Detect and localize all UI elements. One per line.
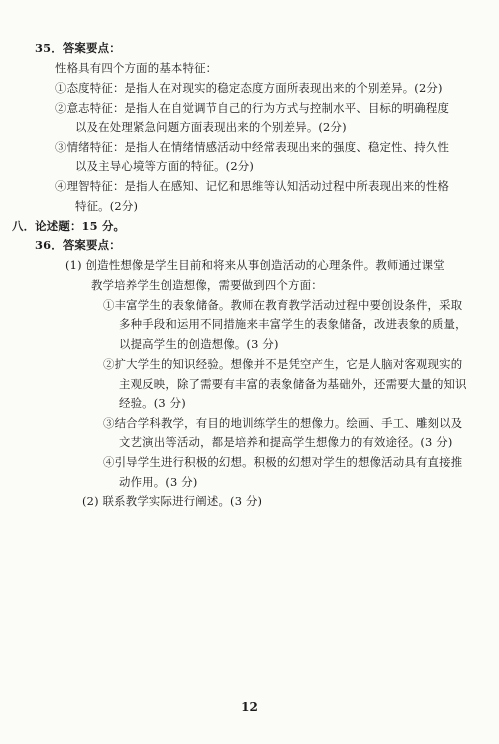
q36-sub-4-line2: 动作用。(3 分) <box>119 475 198 489</box>
q35-intro: 性格具有四个方面的基本特征： <box>55 61 218 75</box>
q36-item-1-line1: (1) 创造性想像是学生目前和将来从事创造活动的心理条件。教师通过课堂 <box>65 258 445 272</box>
q36-sub-1-line2: 多种手段和运用不同措施来丰富学生的表象储备，改进表象的质量， <box>119 317 467 331</box>
q36-item-1-line2: 教学培养学生创造想像，需要做到四个方面： <box>91 278 323 292</box>
section-8-heading: 八．论述题：15 分。 <box>12 219 126 233</box>
q36-sub-1-line1: ①丰富学生的表象储备。教师在教育教学活动过程中要创设条件，采取 <box>103 298 463 312</box>
q35-point-3-line2: 以及主导心境等方面的特征。(2分) <box>75 159 255 173</box>
q36-sub-1-line3: 以提高学生的创造想像。(3 分) <box>119 337 279 351</box>
q35-point-3-line1: ③情绪特征：是指人在情绪情感活动中经常表现出来的强度、稳定性、持久性 <box>55 140 450 154</box>
q36-sub-2-line2: 主观反映，除了需要有丰富的表象储备为基础外，还需要大量的知识 <box>119 377 467 391</box>
q35-point-4-line2: 特征。(2分) <box>75 199 139 213</box>
q36-sub-3-line2: 文艺演出等活动，都是培养和提高学生想像力的有效途径。(3 分) <box>119 435 453 449</box>
q36-sub-4-line1: ④引导学生进行积极的幻想。积极的幻想对学生的想像活动具有直接推 <box>103 455 463 469</box>
q36-sub-2-line1: ②扩大学生的知识经验。想像并不是凭空产生，它是人脑对客观现实的 <box>103 357 463 371</box>
q35-point-2-line1: ②意志特征：是指人在自觉调节自己的行为方式与控制水平、目标的明确程度 <box>55 101 450 115</box>
q36-item-2: (2) 联系教学实际进行阐述。(3 分) <box>82 494 263 508</box>
q35-point-1: ①态度特征：是指人在对现实的稳定态度方面所表现出来的个别差异。(2分) <box>55 81 443 95</box>
q35-point-4-line1: ④理智特征：是指人在感知、记忆和思维等认知活动过程中所表现出来的性格 <box>55 179 450 193</box>
q35-point-2-line2: 以及在处理紧急问题方面表现出来的个别差异。(2分) <box>75 120 347 134</box>
q36-sub-2-line3: 经验。(3 分) <box>119 396 186 410</box>
q35-heading: 35．答案要点： <box>35 41 121 55</box>
page-number: 12 <box>241 700 258 714</box>
q36-sub-3-line1: ③结合学科教学，有目的地训练学生的想像力。绘画、手工、雕刻以及 <box>103 416 463 430</box>
q36-heading: 36．答案要点： <box>35 238 121 252</box>
